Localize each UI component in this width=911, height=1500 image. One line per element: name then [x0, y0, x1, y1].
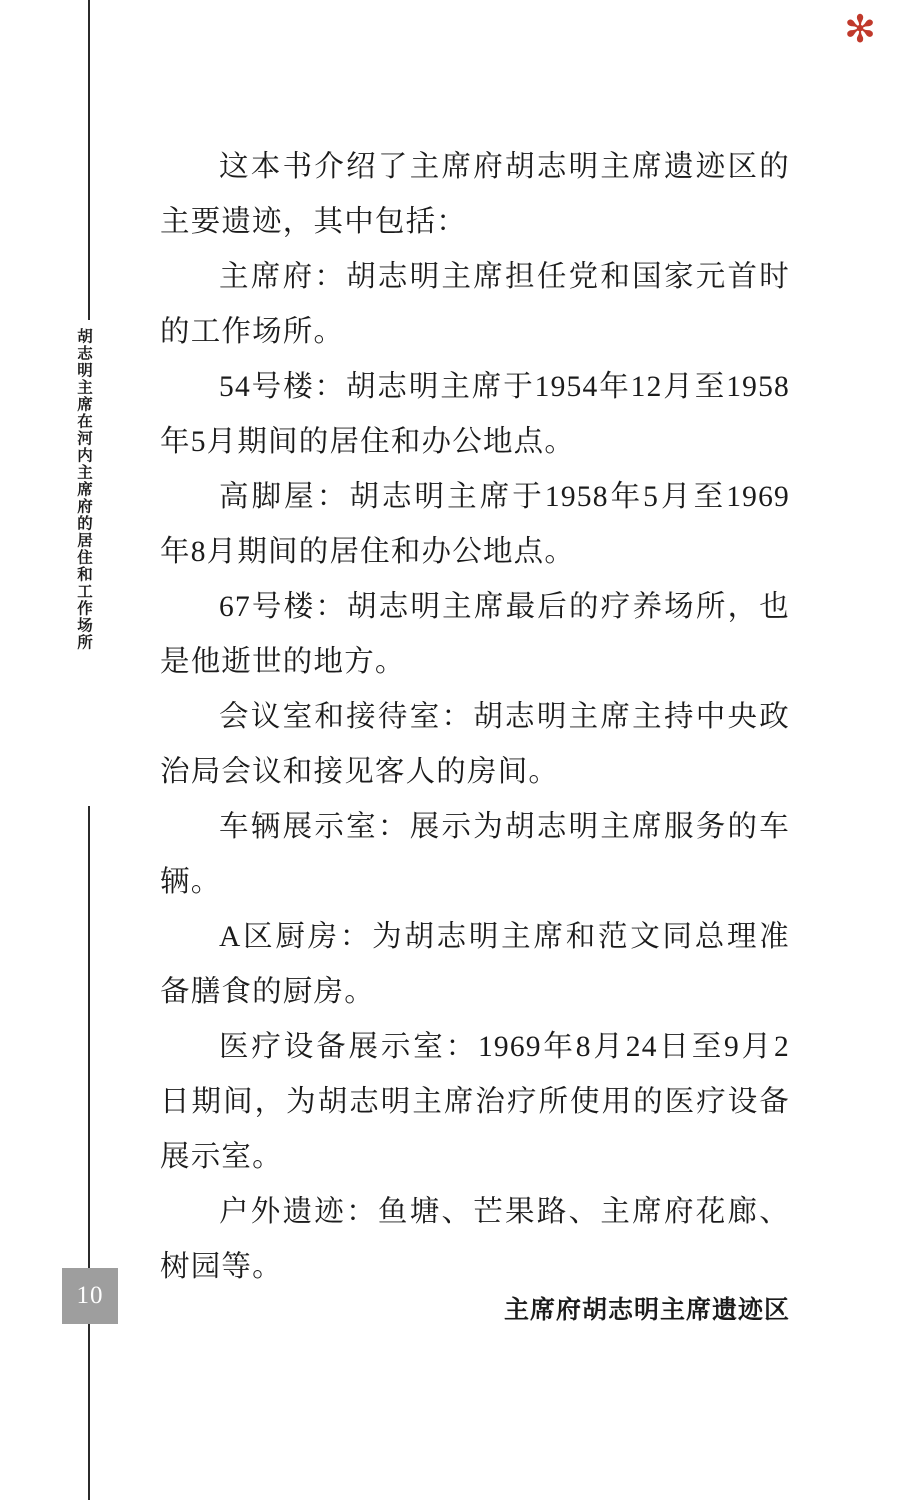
running-footer-title: 主席府胡志明主席遗迹区: [503, 1296, 790, 1324]
page-number: 10: [62, 1268, 118, 1324]
paragraph: 会议室和接待室：胡志明主席主持中央政治局会议和接见客人的房间。: [160, 701, 790, 788]
paragraph: 医疗设备展示室：1969年8月24日至9月2日期间，为胡志明主席治疗所使用的医疗设备展示室。: [160, 1031, 790, 1173]
body-text: [160, 140, 790, 1295]
flower-asterisk-icon: ✻: [844, 7, 876, 51]
paragraph: A区厨房：为胡志明主席和范文同总理准备膳食的厨房。: [160, 921, 790, 1008]
paragraph: 高脚屋：胡志明主席于1958年5月至1969年8月期间的居住和办公地点。: [160, 481, 790, 568]
paragraph: 户外遗迹：鱼塘、芒果路、主席府花廊、树园等。: [160, 1196, 790, 1283]
paragraph: 54号楼：胡志明主席于1954年12月至1958年5月期间的居住和办公地点。: [160, 371, 790, 458]
paragraph: 这本书介绍了主席府胡志明主席遗迹区的主要遗迹，其中包括：: [160, 151, 790, 238]
paragraph: 车辆展示室：展示为胡志明主席服务的车辆。: [160, 811, 790, 898]
paragraph: 67号楼：胡志明主席最后的疗养场所，也是他逝世的地方。: [160, 591, 790, 678]
paragraph: 主席府：胡志明主席担任党和国家元首时的工作场所。: [160, 261, 790, 348]
running-side-title: 胡志明主席在河内主席府的居住和工作场所: [64, 320, 94, 806]
